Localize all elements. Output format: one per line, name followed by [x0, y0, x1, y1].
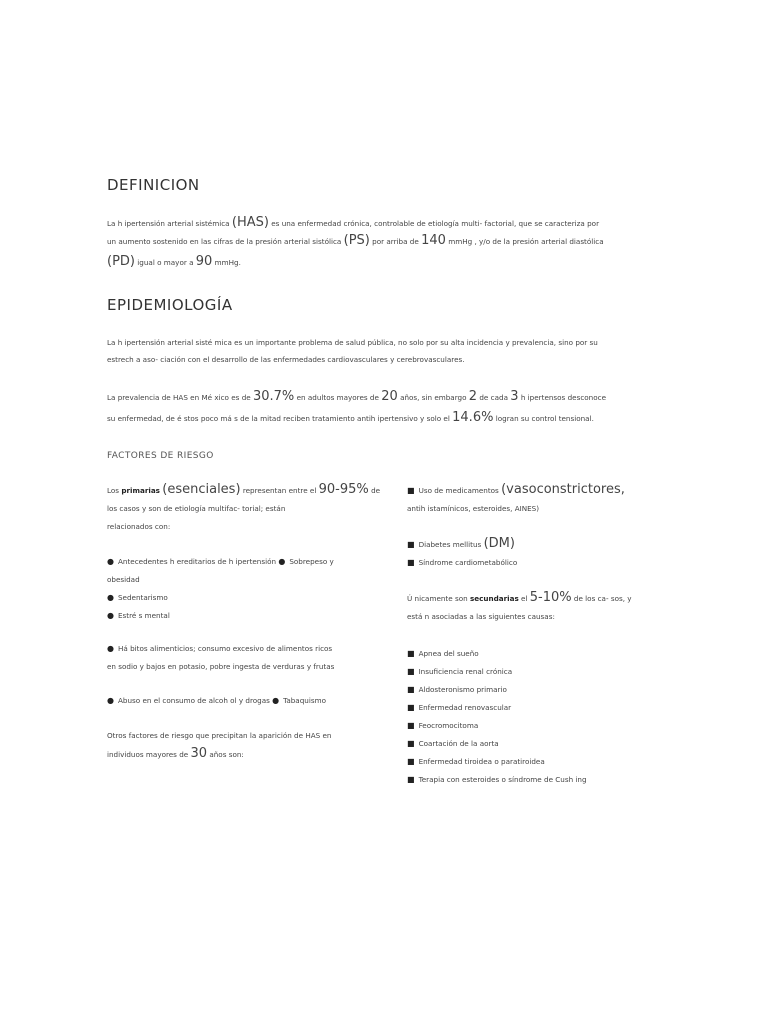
epidemiologia-line-3 — [107, 388, 606, 407]
risk-items — [107, 553, 357, 625]
text: es una enfermedad crónica, controlable de etiología multi- factorial, que se caracteriza por — [271, 219, 600, 228]
text: por arriba de — [372, 237, 419, 246]
line: en sodio y bajos en potasio, pobre ingesta de verduras y frutas — [107, 662, 335, 671]
list-item: ■ Uso de medicamentos — [407, 486, 499, 495]
abuso-item — [107, 692, 357, 710]
list-item: ● Sobrepeso y — [278, 557, 333, 566]
list-item: ■ Coartación de la aorta — [407, 735, 657, 753]
list-item: ■ Insuficiencia renal crónica — [407, 663, 657, 681]
text: mmHg. — [214, 258, 241, 267]
dm-abbrev: (DM) — [483, 536, 515, 551]
text: (vasoconstrictores, — [501, 482, 625, 497]
diabetes-items — [407, 535, 657, 572]
line — [107, 553, 357, 571]
epidemiologia-line-1: La h ipertensión arterial sisté mica es un importante problema de salud pública, no solo por su alta incidencia y prevalencia, sino por su — [107, 338, 598, 347]
text: logran su control tensional. — [495, 414, 594, 423]
factores-right-column — [407, 481, 657, 518]
definicion-line-2 — [107, 232, 604, 251]
value-30: 30 — [190, 746, 208, 761]
primarias-risk-list — [107, 553, 357, 625]
line — [407, 535, 657, 554]
secundarias-term: secundarias — [469, 594, 519, 603]
otros-text — [107, 727, 357, 764]
otros-factores-paragraph — [107, 727, 357, 764]
list-item: ■ Síndrome cardiometabólico — [407, 554, 657, 572]
definicion-line-3 — [107, 253, 241, 272]
pd-abbrev: (PD) — [107, 254, 135, 269]
causes — [407, 645, 657, 789]
value-14-6: 14.6% — [452, 410, 494, 425]
list-item: ● Antecedentes h ereditarios de h ipertensión — [107, 557, 276, 566]
line — [107, 745, 357, 764]
epidemiologia-line-2: estrech a aso- ciación con el desarrollo de las enfermedades cardiovasculares y cerebrovasculares. — [107, 355, 465, 364]
list-item: ● Sedentarismo — [107, 589, 357, 607]
list-item: ● Estré s mental — [107, 607, 357, 625]
secundarias-causes-list — [407, 645, 657, 789]
definicion-heading: DEFINICION — [107, 176, 200, 194]
list-item: ■ Enfermedad tiroidea o paratiroidea — [407, 753, 657, 771]
text: Los — [107, 486, 120, 495]
text: su enfermedad, de é stos poco má s de la mitad reciben tratamiento antih ipertensivo y solo el — [107, 414, 450, 423]
list-item: ● Abuso en el consumo de alcoh ol y drogas — [107, 696, 270, 705]
text: un aumento sostenido en las cifras de la presión arterial sistólica — [107, 237, 342, 246]
line: obesidad — [107, 575, 140, 584]
text: individuos mayores de — [107, 750, 189, 759]
line — [407, 589, 657, 608]
list-item: ■ Diabetes mellitus — [407, 540, 481, 549]
list-item: ● Tabaquismo — [272, 696, 326, 705]
text: de cada — [479, 393, 508, 402]
definicion-line-1 — [107, 214, 599, 233]
line: está n asociadas a las siguientes causas: — [407, 612, 555, 621]
text: de los ca- sos, y — [573, 594, 632, 603]
secundarias-paragraph — [407, 589, 657, 626]
medicamentos-item — [407, 481, 657, 518]
factores-heading: FACTORES DE RIESGO — [107, 451, 214, 461]
habitos-item — [107, 640, 357, 676]
text: La h ipertensión arterial sistémica — [107, 219, 230, 228]
text: el — [521, 594, 528, 603]
list-item: ■ Terapia con esteroides o síndrome de Cush ing — [407, 771, 657, 789]
value-140: 140 — [421, 233, 446, 248]
value-90-95: 90-95% — [318, 482, 369, 497]
list-item: ■ Enfermedad renovascular — [407, 699, 657, 717]
value-5-10: 5-10% — [529, 590, 572, 605]
list-item: ■ Feocromocitoma — [407, 717, 657, 735]
primarias-term: primarias — [121, 486, 160, 495]
line — [107, 481, 381, 500]
value-2: 2 — [468, 389, 478, 404]
abuso-text — [107, 692, 357, 710]
line: relacionados con: — [107, 522, 171, 531]
value-20: 20 — [381, 389, 398, 404]
text: de — [371, 486, 381, 495]
habitos-text — [107, 640, 357, 676]
epidemiologia-line-4 — [107, 409, 594, 428]
text: Ú nicamente son — [407, 594, 468, 603]
value-3: 3 — [510, 389, 519, 404]
text: (esenciales) — [162, 482, 241, 497]
line — [107, 692, 357, 710]
has-abbrev: (HAS) — [231, 215, 269, 230]
text: mmHg , y/o de la presión arterial diastólica — [448, 237, 604, 246]
line — [407, 481, 657, 500]
value-90: 90 — [195, 254, 213, 269]
line: antih istamínicos, esteroides, AINES) — [407, 504, 540, 513]
list-item: ■ Apnea del sueño — [407, 645, 657, 663]
text: representan entre el — [242, 486, 317, 495]
text: h ipertensos desconoce — [520, 393, 606, 402]
text: años, sin embargo — [400, 393, 467, 402]
factores-left-column — [107, 481, 381, 536]
text: igual o mayor a — [137, 258, 194, 267]
epidemiologia-heading: EPIDEMIOLOGÍA — [107, 296, 233, 314]
list-item: ■ Aldosteronismo primario — [407, 681, 657, 699]
primarias-paragraph — [107, 481, 381, 536]
diabetes-text — [407, 535, 657, 572]
text: años son: — [209, 750, 244, 759]
value-30-7: 30.7% — [252, 389, 295, 404]
line: Otros factores de riesgo que precipitan la aparición de HAS en — [107, 731, 332, 740]
secundarias-text — [407, 589, 657, 626]
text: en adultos mayores de — [296, 393, 379, 402]
list-item: ● Há bitos alimenticios; consumo excesivo de alimentos ricos — [107, 640, 357, 658]
text: La prevalencia de HAS en Mé xico es de — [107, 393, 251, 402]
ps-abbrev: (PS) — [343, 233, 370, 248]
line: los casos y son de etiología multifac- torial; están — [107, 504, 286, 513]
